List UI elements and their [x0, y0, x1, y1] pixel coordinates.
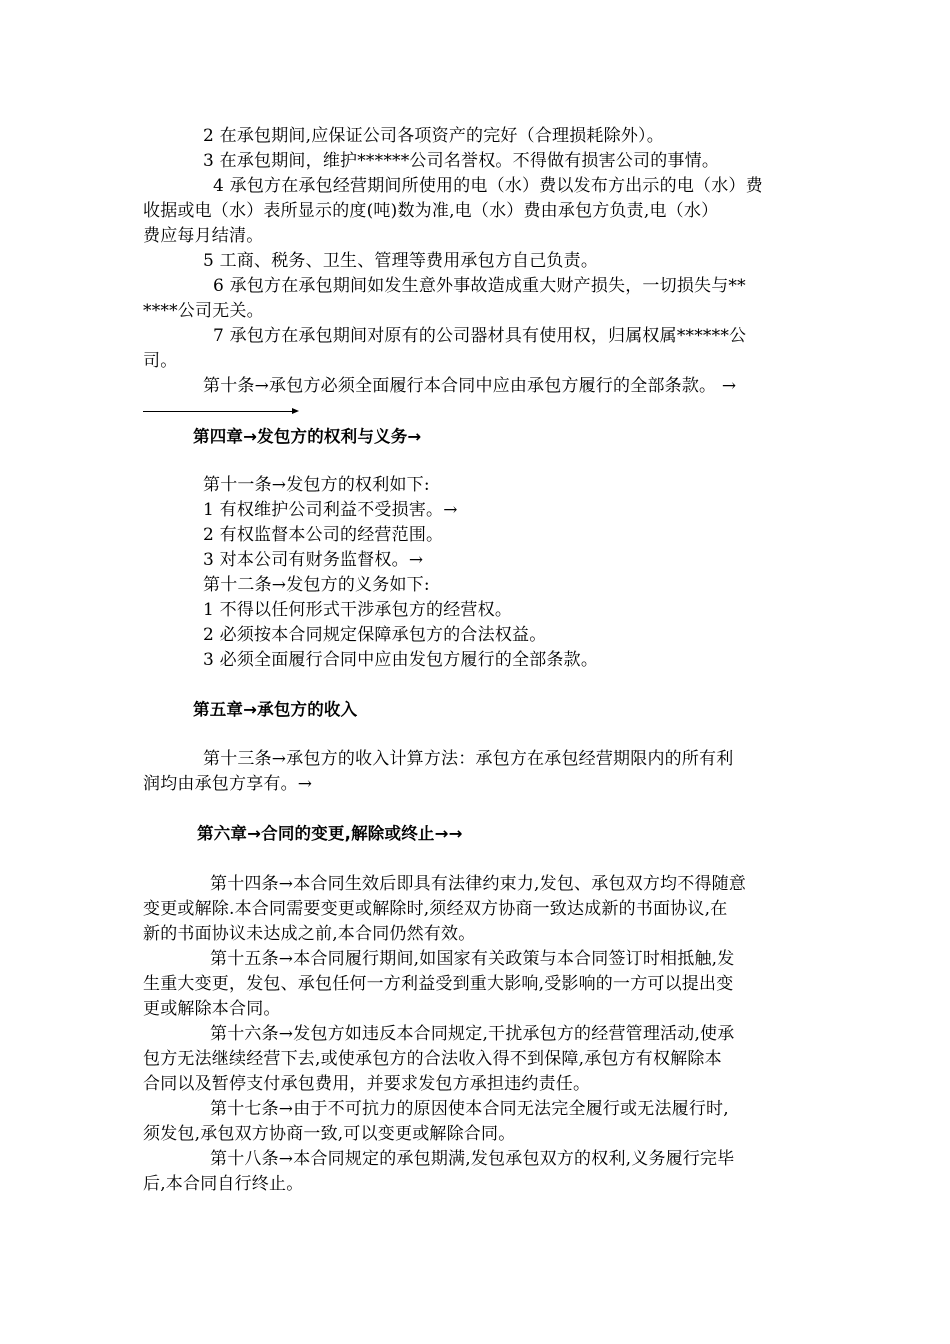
text-line: 2 在承包期间,应保证公司各项资产的完好（合理损耗除外）。	[203, 126, 664, 146]
text-line: 第十二条→发包方的义务如下:	[203, 575, 430, 595]
text-line: 1 不得以任何形式干涉承包方的经营权。	[203, 600, 513, 620]
text-line: 收据或电（水）表所显示的度(吨)数为准,电（水）费由承包方负责,电（水）	[143, 201, 719, 221]
text-line: 第十五条→本合同履行期间,如国家有关政策与本合同签订时相抵触,发	[210, 949, 735, 969]
text-line: 润均由承包方享有。→	[143, 774, 313, 794]
text-line: 第十六条→发包方如违反本合同规定,干扰承包方的经营管理活动,使承	[210, 1024, 735, 1044]
text-line: 3 在承包期间，维护******公司名誉权。不得做有损害公司的事情。	[203, 151, 720, 171]
tab-arrow-mark	[143, 411, 297, 412]
text-line: 第十四条→本合同生效后即具有法律约束力,发包、承包双方均不得随意	[210, 874, 747, 894]
chapter-heading: 第六章→合同的变更,解除或终止→→	[197, 824, 463, 843]
text-line: 生重大变更，发包、承包任何一方利益受到重大影响,受影响的一方可以提出变	[143, 974, 734, 994]
text-line: 司。	[143, 351, 178, 371]
text-line: 3 对本公司有财务监督权。→	[203, 550, 424, 570]
text-line: 第十一条→发包方的权利如下:	[203, 475, 430, 495]
text-line: 4 承包方在承包经营期间所使用的电（水）费以发布方出示的电（水）费	[213, 176, 763, 196]
text-line: 新的书面协议未达成之前,本合同仍然有效。	[143, 924, 476, 944]
text-line: 第十条→承包方必须全面履行本合同中应由承包方履行的全部条款。 →	[203, 376, 737, 396]
text-line: 变更或解除.本合同需要变更或解除时,须经双方协商一致达成新的书面协议,在	[143, 899, 728, 919]
text-line: 第十七条→由于不可抗力的原因使本合同无法完全履行或无法履行时,	[210, 1099, 729, 1119]
chapter-heading: 第五章→承包方的收入	[193, 700, 358, 719]
text-line: 后,本合同自行终止。	[143, 1174, 304, 1194]
text-line: 包方无法继续经营下去,或使承包方的合法收入得不到保障,承包方有权解除本	[143, 1049, 722, 1069]
text-line: 第十八条→本合同规定的承包期满,发包承包双方的权利,义务履行完毕	[210, 1149, 735, 1169]
text-line: ****公司无关。	[143, 301, 264, 321]
text-line: 1 有权维护公司利益不受损害。→	[203, 500, 458, 520]
text-line: 3 必须全面履行合同中应由发包方履行的全部条款。	[203, 650, 599, 670]
text-line: 更或解除本合同。	[143, 999, 281, 1019]
text-line: 合同以及暂停支付承包费用，并要求发包方承担违约责任。	[143, 1074, 591, 1094]
text-line: 费应每月结清。	[143, 226, 264, 246]
text-line: 7 承包方在承包期间对原有的公司器材具有使用权，归属权属******公	[213, 326, 747, 346]
text-line: 2 必须按本合同规定保障承包方的合法权益。	[203, 625, 547, 645]
text-line: 5 工商、税务、卫生、管理等费用承包方自己负责。	[203, 251, 599, 271]
chapter-heading: 第四章→发包方的权利与义务→	[193, 427, 422, 446]
text-line: 2 有权监督本公司的经营范围。	[203, 525, 444, 545]
text-line: 须发包,承包双方协商一致,可以变更或解除合同。	[143, 1124, 516, 1144]
text-line: 第十三条→承包方的收入计算方法：承包方在承包经营期限内的所有利	[203, 749, 734, 769]
text-line: 6 承包方在承包期间如发生意外事故造成重大财产损失，一切损失与**	[213, 276, 746, 296]
